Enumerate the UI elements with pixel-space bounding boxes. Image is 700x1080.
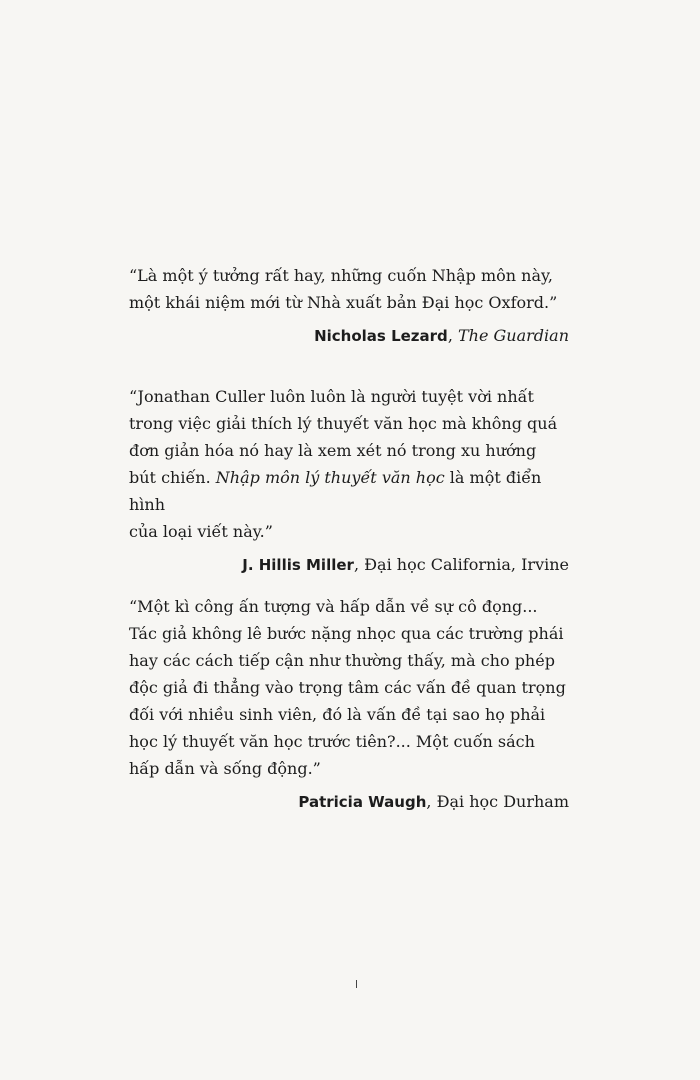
quote-text (129, 383, 569, 545)
quote-block-1 (129, 262, 569, 350)
quote-author: Patricia Waugh (298, 793, 427, 811)
quote-line: “Là một ý tưởng rất hay, những cuốn Nhập môn này, (129, 266, 553, 285)
quote-line: của loại viết này.” (129, 522, 273, 541)
quote-line-post: là một điển hình (129, 468, 542, 514)
quote-line: “Jonathan Culler luôn luôn là người tuyệt vời nhất (129, 387, 534, 406)
quote-line: hấp dẫn và sống động.” (129, 759, 321, 778)
quote-line: đối với nhiều sinh viên, đó là vấn đề tại sao họ phải (129, 705, 546, 724)
book-title: Nhập môn lý thuyết văn học (215, 468, 445, 487)
quote-attribution: Patricia Waugh, Đại học Durham (298, 792, 569, 811)
quote-line-pre: bút chiến. (129, 468, 216, 487)
quote-author: Nicholas Lezard (314, 327, 448, 345)
page-tick-mark (356, 980, 357, 988)
quote-text (129, 593, 569, 782)
quote-author: J. Hillis Miller (242, 556, 354, 574)
quote-line: Tác giả không lê bước nặng nhọc qua các trường phái (129, 624, 564, 643)
quote-block-3 (129, 593, 569, 816)
quote-line: độc giả đi thẳng vào trọng tâm các vấn đề quan trọng (129, 678, 566, 697)
quote-text (129, 262, 569, 316)
quote-line: một khái niệm mới từ Nhà xuất bản Đại học Oxford.” (129, 293, 558, 312)
quote-source: Đại học Durham (436, 792, 569, 811)
quote-line: “Một kì công ấn tượng và hấp dẫn về sự cô đọng... (129, 597, 538, 616)
quote-source: Đại học California, Irvine (364, 555, 569, 574)
quote-attribution: Nicholas Lezard, The Guardian (314, 326, 569, 345)
quote-line: học lý thuyết văn học trước tiên?... Một cuốn sách (129, 732, 535, 751)
quote-block-2 (129, 383, 569, 579)
quote-source: The Guardian (457, 326, 569, 345)
quote-attribution: J. Hillis Miller, Đại học California, Irvine (242, 555, 569, 574)
quote-line: đơn giản hóa nó hay là xem xét nó trong xu hướng (129, 441, 537, 460)
quote-line: trong việc giải thích lý thuyết văn học mà không quá (129, 414, 558, 433)
quote-line: hay các cách tiếp cận như thường thấy, mà cho phép (129, 651, 555, 670)
